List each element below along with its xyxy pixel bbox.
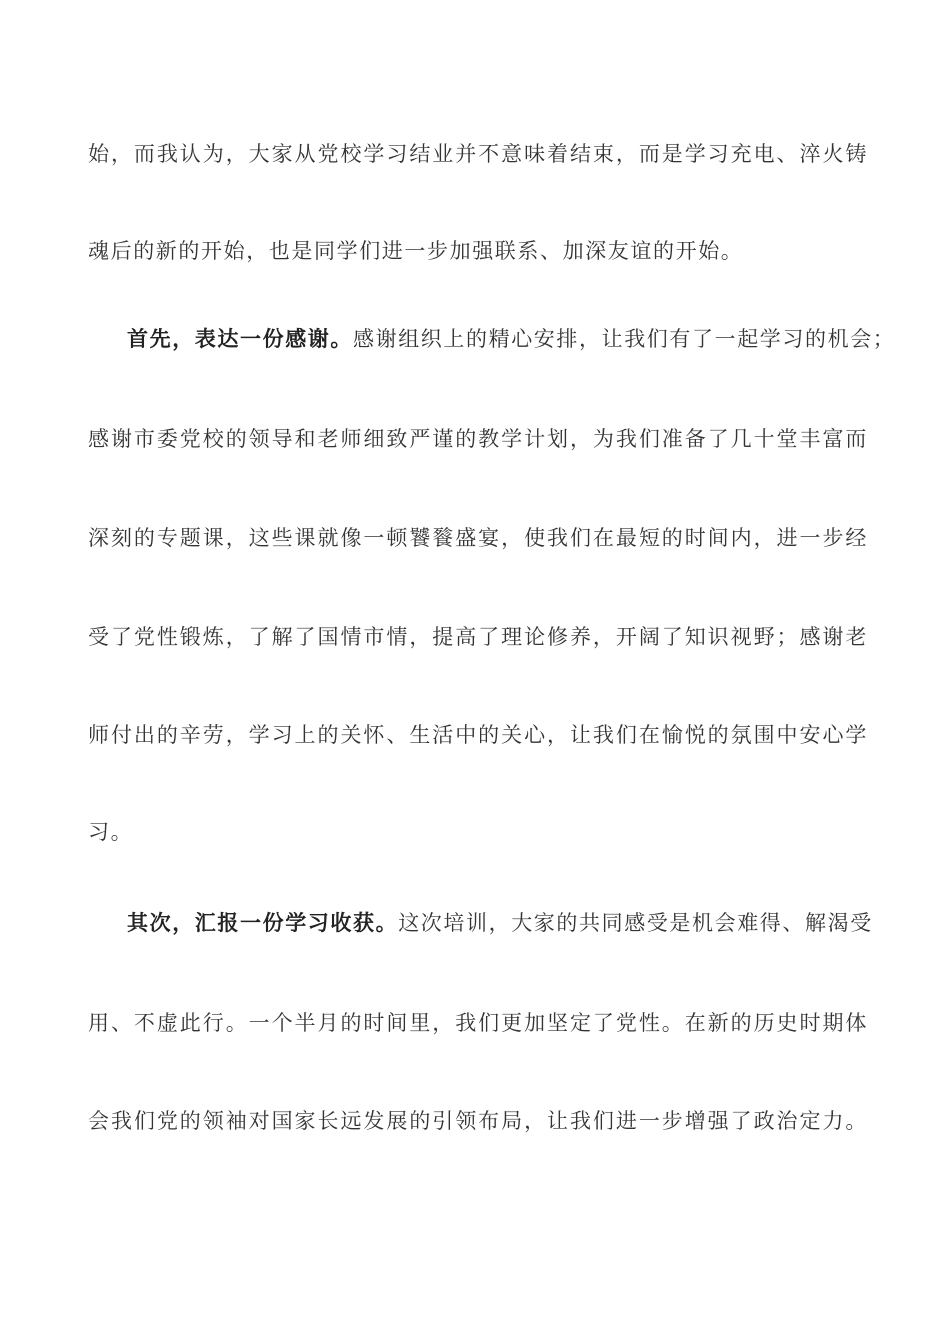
paragraph-3-lead: 其次，汇报一份学习收获。 — [127, 910, 399, 935]
paragraph-3-line-1 — [127, 906, 872, 940]
paragraph-3-line-2: 用、不虚此行。一个半月的时间里，我们更加坚定了党性。在新的历史时期体 — [88, 1011, 868, 1035]
paragraph-1-line-2: 魂后的新的开始，也是同学们进一步加强联系、加深友谊的开始。 — [88, 239, 744, 263]
paragraph-2-line-5: 师付出的辛劳，学习上的关怀、生活中的关心，让我们在愉悦的氛围中安心学 — [88, 723, 868, 747]
paragraph-3-line-1-rest: 这次培训，大家的共同感受是机会难得、解渴受 — [398, 911, 873, 935]
paragraph-2-line-6: 习。 — [88, 820, 134, 844]
paragraph-2-line-3: 深刻的专题课，这些课就像一顿饕餮盛宴，使我们在最短的时间内，进一步经 — [88, 526, 868, 550]
paragraph-3-line-3: 会我们党的领袖对国家长远发展的引领布局，让我们进一步增强了政治定力。 — [88, 1109, 868, 1133]
paragraph-2-line-4: 受了党性锻炼，了解了国情市情，提高了理论修养，开阔了知识视野；感谢老 — [88, 625, 868, 649]
paragraph-2-lead: 首先，表达一份感谢。 — [127, 326, 353, 351]
paragraph-2-line-1 — [127, 322, 896, 356]
paragraph-2-line-1-rest: 感谢组织上的精心安排，让我们有了一起学习的机会； — [353, 327, 896, 351]
paragraph-1-line-1: 始，而我认为，大家从党校学习结业并不意味着结束，而是学习充电、淬火铸 — [88, 142, 868, 166]
paragraph-2-line-2: 感谢市委党校的领导和老师细致严谨的教学计划，为我们准备了几十堂丰富而 — [88, 427, 868, 451]
